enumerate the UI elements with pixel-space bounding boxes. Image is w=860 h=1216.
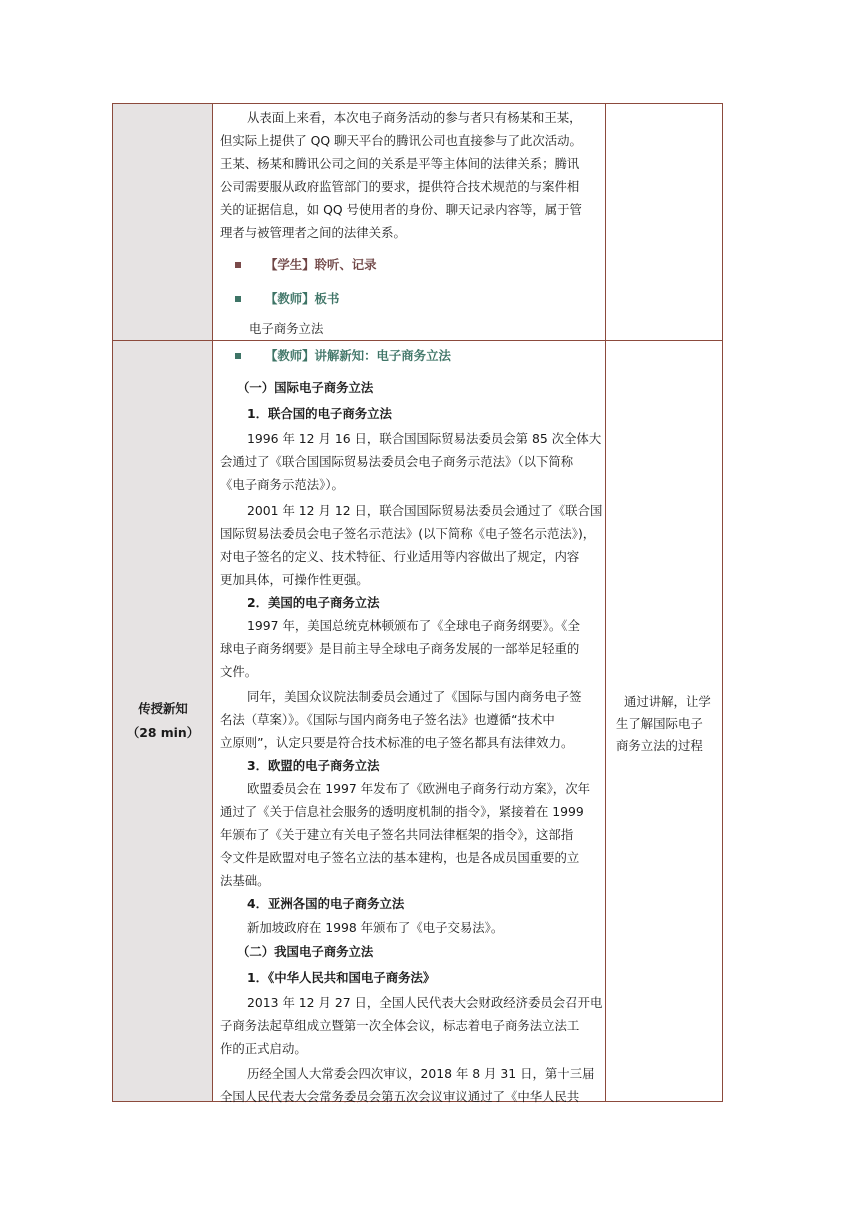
- text-line: 年颁布了《关于建立有关电子签名共同法律框架的指令》，这部指: [220, 827, 574, 842]
- text-line: 新加坡政府在 1998 年颁布了《电子交易法》。: [247, 920, 504, 935]
- table-row-new-knowledge: [113, 341, 722, 1104]
- text-line: 《电子商务示范法》）。: [220, 477, 344, 492]
- section-heading: （二）我国电子商务立法: [237, 944, 374, 959]
- text-line: 更加具体，可操作性更强。: [220, 572, 369, 587]
- subsection-heading: 1．《中华人民共和国电子商务法》: [247, 970, 436, 985]
- text-line: 2013 年 12 月 27 日，全国人民代表大会财政经济委员会召开电: [247, 995, 603, 1010]
- content-cell: [213, 104, 606, 340]
- subsection-heading: 1．联合国的电子商务立法: [247, 406, 392, 421]
- purpose-cell: [606, 341, 722, 1101]
- text-line: 全国人民代表大会常务委员会第五次会议审议通过了《中华人民共: [220, 1089, 580, 1104]
- subsection-heading: 4．亚洲各国的电子商务立法: [247, 896, 405, 911]
- text-line: 但实际上提供了 QQ 聊天平台的腾讯公司也直接参与了此次活动。: [220, 133, 582, 148]
- text-line: 关的证据信息，如 QQ 号使用者的身份、聊天记录内容等，属于管: [220, 202, 582, 217]
- bullet-label: 【学生】聆听、记录: [265, 257, 377, 272]
- text-line: 文件。: [220, 664, 258, 679]
- text-line: 会通过了《联合国国际贸易法委员会电子商务示范法》（以下简称: [220, 454, 574, 469]
- text-line: 球电子商务纲要》是目前主导全球电子商务发展的一部举足轻重的: [220, 641, 580, 656]
- text-line: 公司需要服从政府监管部门的要求，提供符合技术规范的与案件相: [220, 179, 580, 194]
- stage-time: （28 min）: [126, 725, 200, 740]
- square-bullet-icon: [235, 296, 241, 302]
- stage-cell-empty: [113, 104, 213, 340]
- text-line: 1997 年，美国总统克林顿颁布了《全球电子商务纲要》。《全: [247, 618, 580, 633]
- text-line: 2001 年 12 月 12 日，联合国国际贸易法委员会通过了《联合国: [247, 503, 603, 518]
- purpose-line: 通过讲解，让学: [624, 694, 711, 709]
- text-line: 国际贸易法委员会电子签名示范法》(以下简称《电子签名示范法》)，: [220, 526, 596, 541]
- text-line: 作的正式启动。: [220, 1041, 307, 1056]
- text-line: 法基础。: [220, 873, 270, 888]
- subsection-heading: 3．欧盟的电子商务立法: [247, 758, 380, 773]
- section-heading: （一）国际电子商务立法: [237, 380, 374, 395]
- text-line: 欧盟委员会在 1997 年发布了《欧洲电子商务行动方案》，次年: [247, 781, 590, 796]
- subsection-heading: 2．美国的电子商务立法: [247, 595, 380, 610]
- bullet-teacher: [235, 291, 595, 307]
- lesson-table: [112, 103, 723, 1102]
- bullet-label: 【教师】板书: [265, 291, 340, 306]
- text-line: 子商务法起草组成立暨第一次全体会议，标志着电子商务法立法工: [220, 1018, 580, 1033]
- purpose-line: 生了解国际电子: [616, 716, 703, 731]
- text-line: 理者与被管理者之间的法律关系。: [220, 225, 406, 240]
- stage-name: 传授新知: [138, 701, 188, 716]
- bullet-teacher-lecture: [235, 348, 595, 364]
- text-line: 王某、杨某和腾讯公司之间的关系是平等主体间的法律关系；腾讯: [220, 156, 580, 171]
- text-line: 1996 年 12 月 16 日，联合国国际贸易法委员会第 85 次全体大: [247, 431, 602, 446]
- text-line: 令文件是欧盟对电子签名立法的基本建构，也是各成员国重要的立: [220, 850, 580, 865]
- purpose-line: 商务立法的过程: [616, 738, 703, 753]
- stage-cell: [113, 341, 213, 1101]
- text-line: 名法（草案）》。《国际与国内商务电子签名法》也遵循“技术中: [220, 712, 555, 727]
- text-line: 对电子签名的定义、技术特征、行业适用等内容做出了规定，内容: [220, 549, 580, 564]
- board-text: 电子商务立法: [249, 321, 324, 336]
- text-line: 历经全国人大常委会四次审议，2018 年 8 月 31 日，第十三届: [247, 1066, 595, 1081]
- text-line: 立原则”，认定只要是符合技术标准的电子签名都具有法律效力。: [220, 735, 574, 750]
- square-bullet-icon: [235, 353, 241, 359]
- square-bullet-icon: [235, 262, 241, 268]
- table-row-continued: [113, 104, 722, 341]
- purpose-cell-empty: [606, 104, 722, 340]
- text-line: 同年，美国众议院法制委员会通过了《国际与国内商务电子签: [247, 689, 582, 704]
- bullet-student: [235, 257, 595, 273]
- bullet-label: 【教师】讲解新知：电子商务立法: [265, 348, 451, 363]
- text-line: 通过了《关于信息社会服务的透明度机制的指令》，紧接着在 1999: [220, 804, 584, 819]
- text-line: 从表面上来看，本次电子商务活动的参与者只有杨某和王某，: [247, 110, 582, 125]
- content-cell: [213, 341, 606, 1104]
